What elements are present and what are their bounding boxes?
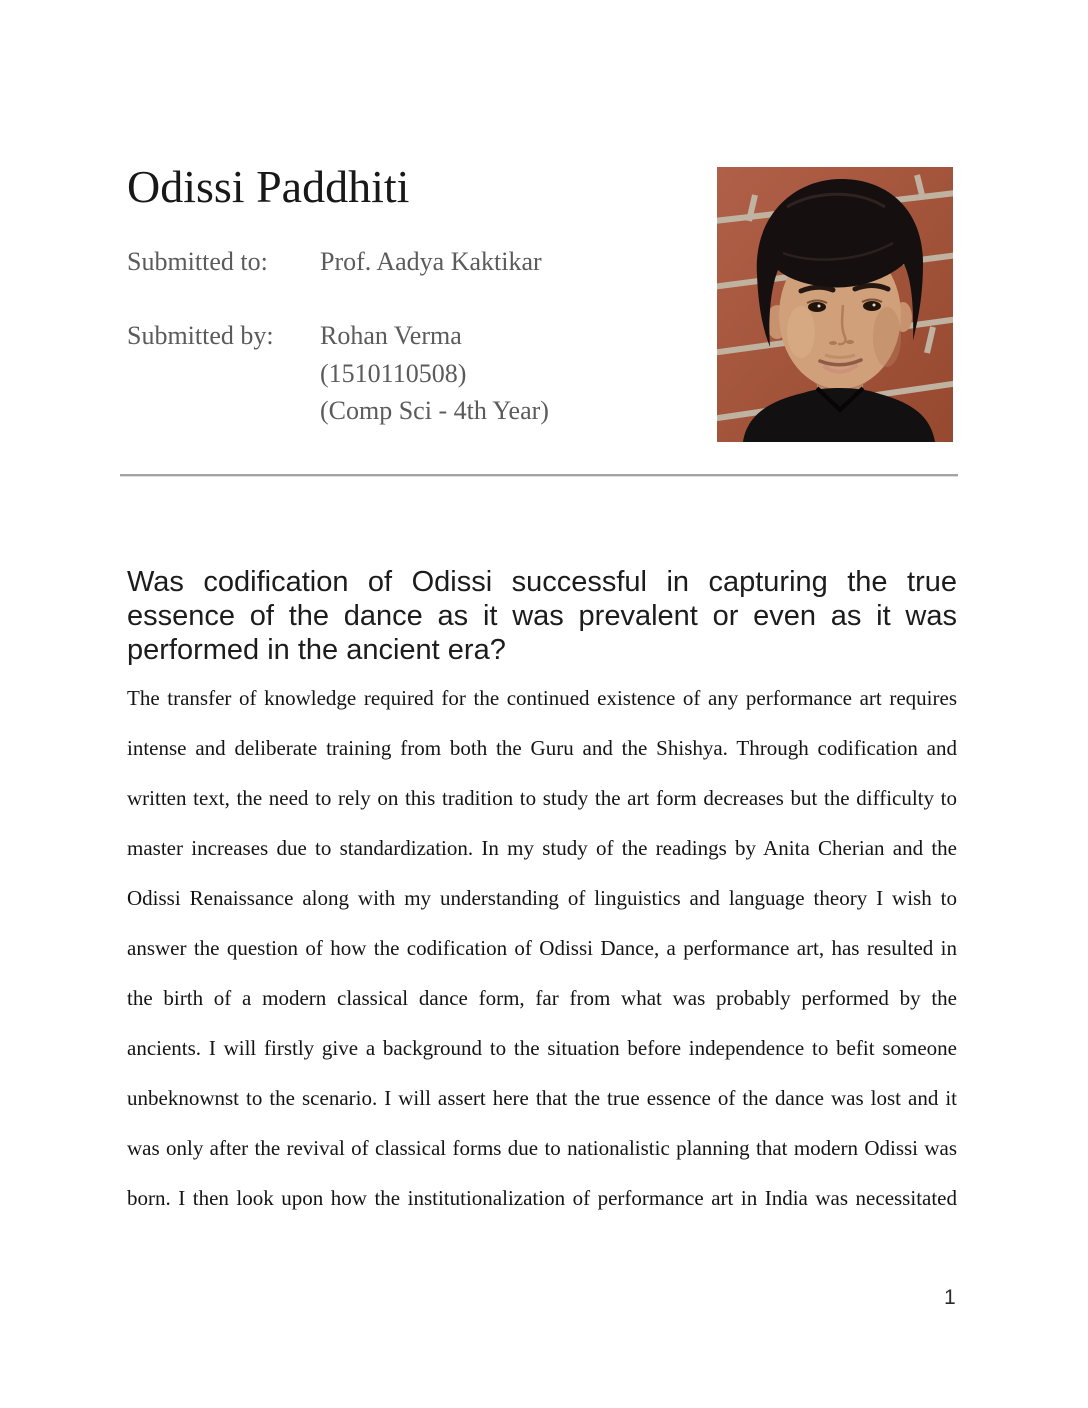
submitted-to-label: Submitted to: — [127, 247, 268, 276]
submitted-by-label: Submitted by: — [127, 321, 274, 350]
body-paragraph — [127, 673, 957, 1223]
student-photo — [717, 167, 953, 442]
question-line: performed in the ancient era? — [127, 634, 506, 667]
body-line: was only after the revival of classical forms due to nationalistic planning that modern Odissi was — [127, 1136, 957, 1160]
body-line: The transfer of knowledge required for the continued existence of any performance art requires — [127, 686, 957, 710]
body-line: unbeknownst to the scenario. I will assert here that the true essence of the dance was lost and it — [127, 1086, 957, 1110]
submitted-by-program: (Comp Sci - 4th Year) — [320, 396, 549, 425]
question-line: Was codification of Odissi successful in capturing the true — [127, 566, 957, 599]
body-line: born. I then look upon how the institutionalization of performance art in India was necessitated — [127, 1186, 957, 1210]
page-number: 1 — [944, 1286, 956, 1309]
submitted-to-row — [127, 243, 542, 281]
body-line: intense and deliberate training from both the Guru and the Shishya. Through codification and — [127, 736, 957, 760]
question-heading — [127, 565, 957, 667]
body-line: answer the question of how the codification of Odissi Dance, a performance art, has resulted in — [127, 936, 957, 960]
submitted-by-value — [320, 317, 549, 430]
section-divider — [120, 474, 958, 477]
submitted-by-row — [127, 317, 549, 430]
submitted-by-roll-number: (1510110508) — [320, 358, 467, 388]
page-title: Odissi Paddhiti — [127, 160, 410, 212]
body-line: the birth of a modern classical dance form, far from what was probably performed by the — [127, 986, 957, 1010]
body-line: ancients. I will firstly give a background to the situation before independence to befit someone — [127, 1036, 957, 1060]
body-line: written text, the need to rely on this tradition to study the art form decreases but the difficulty to — [127, 786, 957, 810]
submitted-to-value: Prof. Aadya Kaktikar — [320, 247, 542, 276]
body-line: master increases due to standardization. In my study of the readings by Anita Cherian and the — [127, 836, 957, 860]
question-line: essence of the dance as it was prevalent or even as it was — [127, 600, 957, 633]
student-photo-illustration — [717, 167, 953, 442]
body-line: Odissi Renaissance along with my understanding of linguistics and language theory I wish to — [127, 886, 957, 910]
submitted-by-name: Rohan Verma — [320, 321, 462, 350]
